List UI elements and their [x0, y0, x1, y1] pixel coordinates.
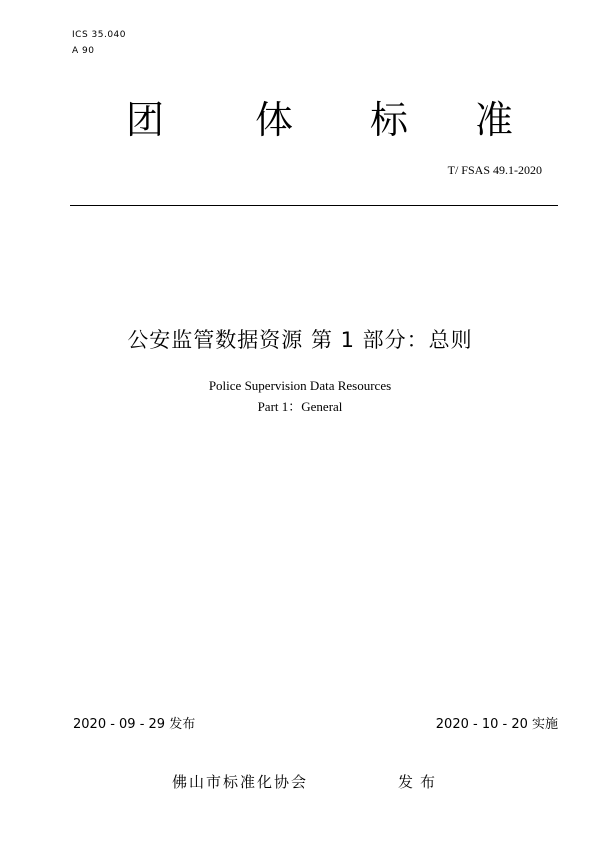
heading-char-4: 准 [475, 98, 514, 142]
document-type-heading [0, 95, 600, 145]
publish-label: 发布 [398, 773, 443, 791]
heading-char-3: 标 [370, 98, 409, 142]
heading-char-1: 团 [126, 98, 165, 142]
publisher-name: 佛山市标准化协会 [172, 773, 309, 791]
ccs-code: A 90 [72, 46, 95, 56]
title-english-line2: Part 1：General [257, 399, 343, 414]
standard-number: T/ FSAS 49.1-2020 [447, 163, 542, 177]
implementation-date: 2020 - 10 - 20 实施 [435, 717, 558, 732]
header-divider [70, 205, 558, 206]
issue-date: 2020 - 09 - 29 发布 [73, 717, 196, 732]
title-chinese: 公安监管数据资源 第 1 部分：总则 [127, 328, 473, 352]
title-english-line1: Police Supervision Data Resources [208, 378, 392, 393]
ics-code: ICS 35.040 [72, 30, 127, 40]
heading-char-2: 体 [255, 98, 294, 142]
